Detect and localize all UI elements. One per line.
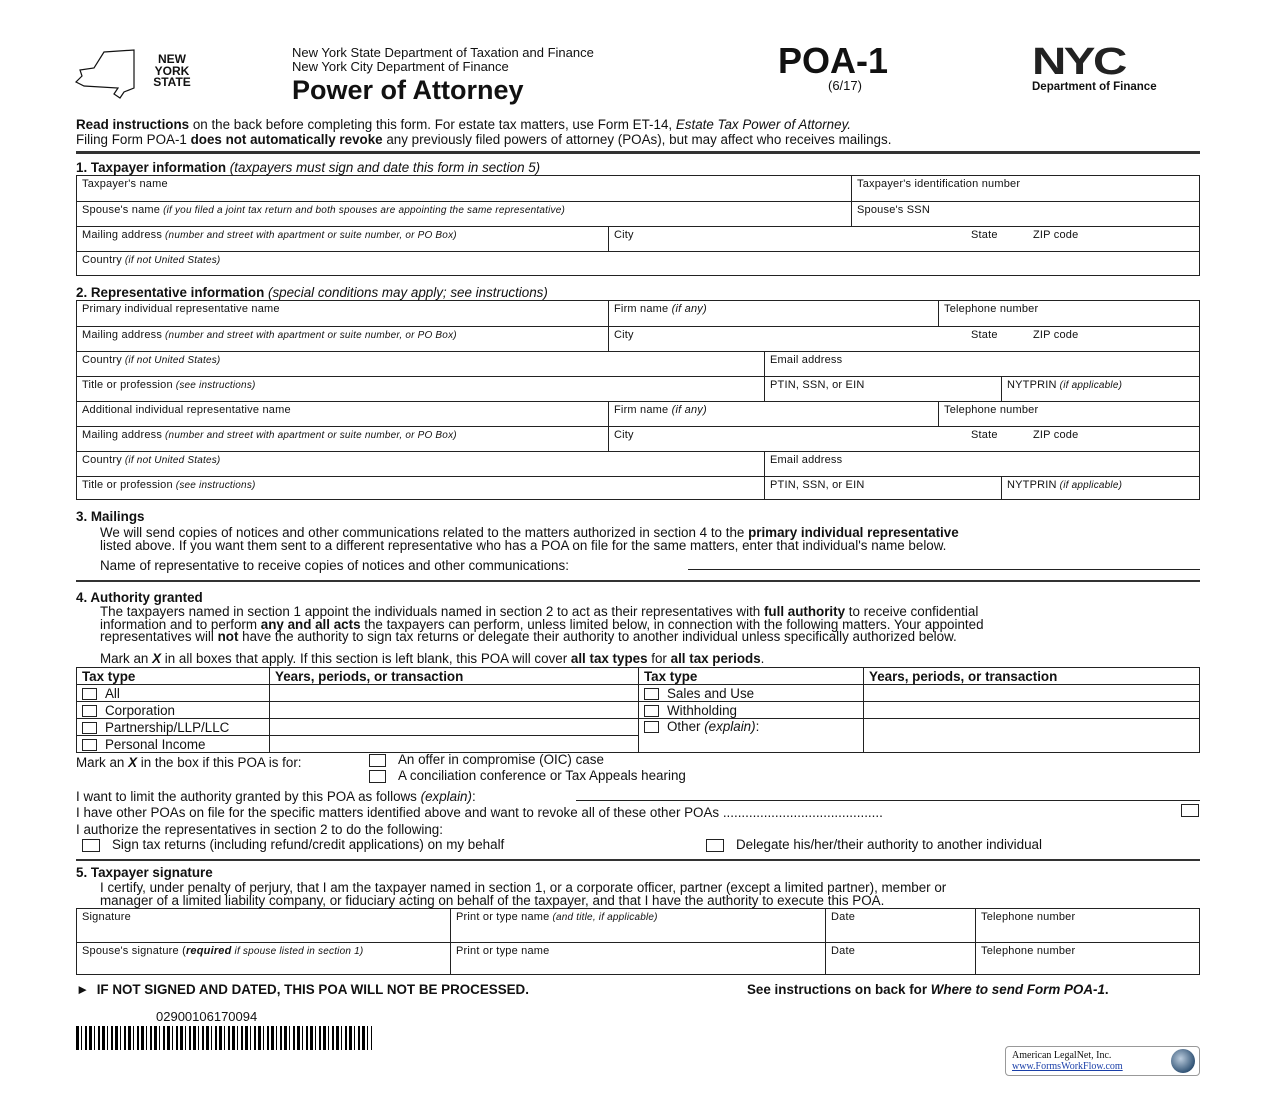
revoke-label: I have other POAs on file for the specific matters identified above and want to revoke all of these other POAs ........................................... — [76, 806, 883, 819]
field-note: (number and street with apartment or suite number, or PO Box) — [162, 330, 457, 341]
text: to receive confidential — [845, 604, 979, 619]
field-note: (see instructions) — [172, 380, 256, 391]
field-note: (if not United States) — [121, 255, 221, 266]
nys-logo-text: NEW YORK STATE — [153, 52, 191, 89]
field-label: State — [971, 329, 998, 341]
field-label: Mailing address — [82, 429, 163, 441]
field-label: Primary individual representative name — [82, 303, 280, 315]
field-label: Spouse's SSN — [857, 204, 930, 216]
section-3-title: 3. Mailings — [76, 509, 145, 524]
title-profession-field[interactable] — [77, 477, 764, 499]
barcode-number: 02900106170094 — [156, 1009, 258, 1024]
field-note: (if not United States) — [121, 355, 221, 366]
nyc-dept: Department of Finance — [1032, 81, 1157, 93]
field-label: Title or profession — [82, 479, 173, 491]
field-label: City — [614, 329, 634, 341]
rep-city-state-zip-field[interactable] — [608, 427, 1199, 451]
intro-italic: Estate Tax Power of Attorney. — [675, 117, 851, 132]
years-input[interactable] — [270, 685, 639, 702]
divider — [76, 580, 1200, 582]
text: the taxpayers can perform, unless limited below, in connection with the following matters. Your appointed — [360, 616, 984, 632]
field-label: NYTPRIN — [1007, 479, 1057, 491]
field-label: State — [971, 429, 998, 441]
field-label: Country — [82, 354, 122, 366]
text-bold: all tax periods — [670, 651, 761, 666]
field-label: Telephone number — [944, 404, 1039, 416]
field-label: PTIN, SSN, or EIN — [770, 379, 865, 391]
poa-for-label: Mark an X in the box if this POA is for: — [76, 755, 302, 770]
telephone-field[interactable]: Telephone number — [975, 943, 1199, 974]
checkbox[interactable] — [706, 839, 724, 852]
vendor-name: American LegalNet, Inc. — [1012, 1050, 1112, 1061]
text-bold: not — [217, 629, 239, 644]
firm-name-field[interactable] — [608, 402, 938, 426]
tax-type-partnership[interactable]: Partnership/LLP/LLC — [77, 719, 270, 736]
limit-label: I want to limit the authority granted by this POA as follows (explain): — [76, 789, 476, 804]
nytprin-field[interactable] — [1001, 377, 1199, 401]
field-note: (number and street with apartment or suite number, or PO Box) — [162, 230, 457, 241]
col-header: Years, periods, or transaction — [270, 668, 639, 685]
text: . — [760, 651, 765, 666]
taxpayer-name-field[interactable] — [77, 176, 851, 201]
checkbox[interactable] — [644, 705, 659, 717]
field-label: Mailing address — [82, 329, 163, 341]
vendor-link[interactable]: www.FormsWorkFlow.com — [1012, 1061, 1123, 1072]
tax-type-corporation[interactable]: Corporation — [77, 702, 270, 719]
tax-type-withholding[interactable]: Withholding — [639, 702, 864, 719]
title-profession-field[interactable] — [77, 377, 764, 401]
field-label: Firm name — [614, 303, 669, 315]
text: The taxpayers named in section 1 appoint the individuals named in section 2 to act as their representatives with — [100, 604, 764, 619]
telephone-field[interactable] — [938, 301, 1199, 326]
col-header: Tax type — [77, 668, 270, 685]
city-state-zip-field[interactable] — [608, 227, 1199, 251]
text: in all boxes that apply. If this section is left blank, this POA will cover — [161, 651, 571, 666]
primary-rep-name-field[interactable] — [77, 301, 608, 326]
checkbox[interactable] — [369, 754, 386, 767]
mailing-address-field[interactable] — [77, 227, 608, 251]
authorize-label: I authorize the representatives in section 2 to do the following: — [76, 822, 443, 837]
col-header: Tax type — [639, 668, 864, 685]
divider — [76, 151, 1200, 154]
text-bold: any and all acts — [260, 616, 361, 632]
tax-type-all[interactable]: All — [77, 685, 270, 702]
sign-returns-option[interactable]: Sign tax returns (including refund/credit applications) on my behalf — [82, 838, 504, 852]
nytprin-field[interactable] — [1001, 477, 1199, 499]
intro-line-1 — [76, 118, 851, 131]
field-note: (if applicable) — [1056, 480, 1123, 491]
section-4-title: 4. Authority granted — [76, 590, 203, 605]
section-note: (taxpayers must sign and date this form in section 5) — [226, 160, 541, 175]
rep-country-field[interactable] — [77, 452, 764, 476]
field-label: Email address — [770, 354, 843, 366]
section-note: (special conditions may apply; see instructions) — [264, 285, 548, 300]
intro-bold: does not automatically revoke — [190, 132, 383, 147]
field-label: Telephone number — [944, 303, 1039, 315]
form-id: POA-1 — [778, 40, 889, 81]
text-bold: primary individual representative — [748, 525, 959, 540]
telephone-field[interactable] — [938, 402, 1199, 426]
section-title: 2. Representative information — [76, 285, 265, 300]
checkbox[interactable] — [369, 770, 386, 783]
print-name-field[interactable]: Print or type name (and title, if applicable) — [450, 909, 825, 942]
text: Mark an — [100, 651, 153, 666]
years-input[interactable] — [864, 702, 1200, 719]
checkbox[interactable] — [82, 739, 97, 751]
years-input[interactable] — [864, 719, 1200, 753]
nyc-logo: NYC — [1032, 41, 1125, 83]
signature-table — [76, 908, 1200, 975]
field-label: Taxpayer's identification number — [857, 178, 1021, 190]
limit-input[interactable] — [576, 800, 1200, 801]
revoke-checkbox[interactable] — [1181, 804, 1199, 817]
field-label: PTIN, SSN, or EIN — [770, 479, 865, 491]
spouse-ssn-field[interactable] — [851, 202, 1199, 226]
field-note: (see instructions) — [172, 480, 256, 491]
taxpayer-id-field[interactable] — [851, 176, 1199, 201]
signature-field[interactable]: Signature — [82, 911, 131, 923]
checkbox[interactable] — [82, 722, 97, 734]
divider — [76, 859, 1200, 861]
rep-mailing-address-field[interactable] — [77, 427, 608, 451]
taxpayer-info-table — [76, 175, 1200, 276]
field-label: Spouse's name — [82, 204, 161, 216]
conciliation-option[interactable]: A conciliation conference or Tax Appeals hearing — [369, 769, 686, 783]
text: information and to perform — [100, 616, 261, 632]
field-label: Firm name — [614, 404, 669, 416]
field-note: (if applicable) — [1056, 380, 1123, 391]
email-field[interactable] — [764, 452, 1199, 476]
field-label: City — [614, 429, 634, 441]
field-note: (if any) — [668, 404, 707, 416]
ptin-field[interactable] — [764, 477, 1001, 499]
checkbox[interactable] — [82, 705, 97, 717]
telephone-field[interactable]: Telephone number — [975, 909, 1199, 942]
certify-text: I certify, under penalty of perjury, that I am the taxpayer named in section 1, or a corporate officer, partner (except a limited partner), member or manager of a limited liability company, or fiduciary acting on behalf of the taxpayer, and that I have the authority to execute this POA. — [100, 880, 947, 908]
where-to-send: See instructions on back for Where to send Form POA-1. — [747, 982, 1109, 997]
print-name-field[interactable]: Print or type name — [450, 943, 825, 974]
intro-text: on the back before completing this form. For estate tax matters, use Form ET-14, — [189, 117, 676, 132]
vendor-badge[interactable] — [1005, 1046, 1200, 1076]
field-label: Email address — [770, 454, 843, 466]
checkbox[interactable] — [82, 839, 100, 852]
field-label: Country — [82, 454, 122, 466]
mailing-rep-label: Name of representative to receive copies of notices and other communications: — [100, 558, 569, 573]
text-bold: full authority — [763, 604, 846, 619]
field-note: (if you filed a joint tax return and both spouses are appointing the same representative) — [160, 205, 565, 216]
text: We will send copies of notices and other communications related to the matters authorized in section 4 to the — [100, 525, 749, 540]
spouse-name-field[interactable] — [77, 202, 851, 226]
years-input[interactable] — [270, 736, 639, 753]
tax-type-table — [76, 667, 1200, 753]
years-input[interactable] — [270, 702, 639, 719]
mailing-rep-input[interactable] — [688, 569, 1200, 570]
text: for — [647, 651, 671, 666]
intro-line-2 — [76, 133, 891, 146]
arrow-right-icon: ► — [76, 982, 97, 997]
checkbox[interactable] — [82, 688, 97, 700]
ptin-field[interactable] — [764, 377, 1001, 401]
rep-mailing-address-field[interactable] — [77, 327, 608, 351]
tax-type-personal-income[interactable]: Personal Income — [77, 736, 270, 753]
dept-line-2: New York City Department of Finance — [292, 59, 509, 74]
section-title: 1. Taxpayer information — [76, 160, 227, 175]
years-input[interactable] — [864, 685, 1200, 702]
unsigned-warning: ► IF NOT SIGNED AND DATED, THIS POA WILL NOT BE PROCESSED. — [76, 982, 529, 997]
oic-option[interactable]: An offer in compromise (OIC) case — [369, 753, 604, 767]
page-title: Power of Attorney — [292, 75, 524, 105]
field-label: ZIP code — [1033, 229, 1079, 241]
field-label: Country — [82, 254, 122, 266]
field-label: Additional individual representative name — [82, 404, 291, 416]
nys-logo — [74, 48, 204, 100]
barcode — [76, 1026, 372, 1050]
authority-text — [100, 606, 1200, 644]
section-5-title: 5. Taxpayer signature — [76, 865, 213, 880]
checkbox[interactable] — [644, 721, 659, 733]
field-label: City — [614, 229, 634, 241]
text: X — [152, 651, 162, 666]
section-2-title — [76, 286, 548, 299]
globe-icon — [1171, 1049, 1195, 1073]
text: listed above. If you want them sent to a different representative who has a POA on file for the same matters, enter that individual's name below. — [100, 538, 947, 553]
intro-bold: Read instructions — [76, 117, 190, 132]
date-field[interactable]: Date — [825, 909, 975, 942]
field-note: (number and street with apartment or suite number, or PO Box) — [162, 430, 457, 441]
mailings-text — [100, 526, 1200, 552]
field-label: Title or profession — [82, 379, 173, 391]
spouse-signature-field[interactable]: Spouse's signature (required if spouse listed in section 1) — [82, 945, 364, 957]
col-header: Years, periods, or transaction — [864, 668, 1200, 685]
section-1-title — [76, 161, 540, 174]
field-label: State — [971, 229, 998, 241]
field-label: NYTPRIN — [1007, 379, 1057, 391]
country-field[interactable] — [77, 252, 1199, 275]
date-field[interactable]: Date — [825, 943, 975, 974]
field-note: (if not United States) — [121, 455, 221, 466]
form-revision: (6/17) — [828, 78, 862, 93]
years-input[interactable] — [270, 719, 639, 736]
tax-type-sales-use[interactable]: Sales and Use — [639, 685, 864, 702]
rep-city-state-zip-field[interactable] — [608, 327, 1199, 351]
rep-country-field[interactable] — [77, 352, 764, 376]
text: representatives will — [100, 629, 218, 644]
mark-instructions — [100, 652, 764, 665]
field-label: ZIP code — [1033, 329, 1079, 341]
field-note: (if any) — [668, 303, 707, 315]
intro-text: any previously filed powers of attorney (POAs), but may affect who receives mailings. — [382, 132, 892, 147]
firm-name-field[interactable] — [608, 301, 938, 326]
text-bold: all tax types — [570, 651, 648, 666]
email-field[interactable] — [764, 352, 1199, 376]
dept-line-1: New York State Department of Taxation and Finance — [292, 45, 594, 60]
field-label: Mailing address — [82, 229, 163, 241]
checkbox[interactable] — [644, 688, 659, 700]
text: have the authority to sign tax returns or delegate their authority to another individual unless specifically authorized below. — [238, 629, 957, 644]
additional-rep-name-field[interactable] — [77, 402, 608, 426]
delegate-option[interactable]: Delegate his/her/their authority to another individual — [706, 838, 1042, 852]
tax-type-other[interactable]: Other (explain): — [639, 719, 864, 753]
intro-text: Filing Form POA-1 — [76, 132, 191, 147]
field-label: ZIP code — [1033, 429, 1079, 441]
field-label: Taxpayer's name — [82, 178, 168, 190]
representative-info-table — [76, 300, 1200, 500]
